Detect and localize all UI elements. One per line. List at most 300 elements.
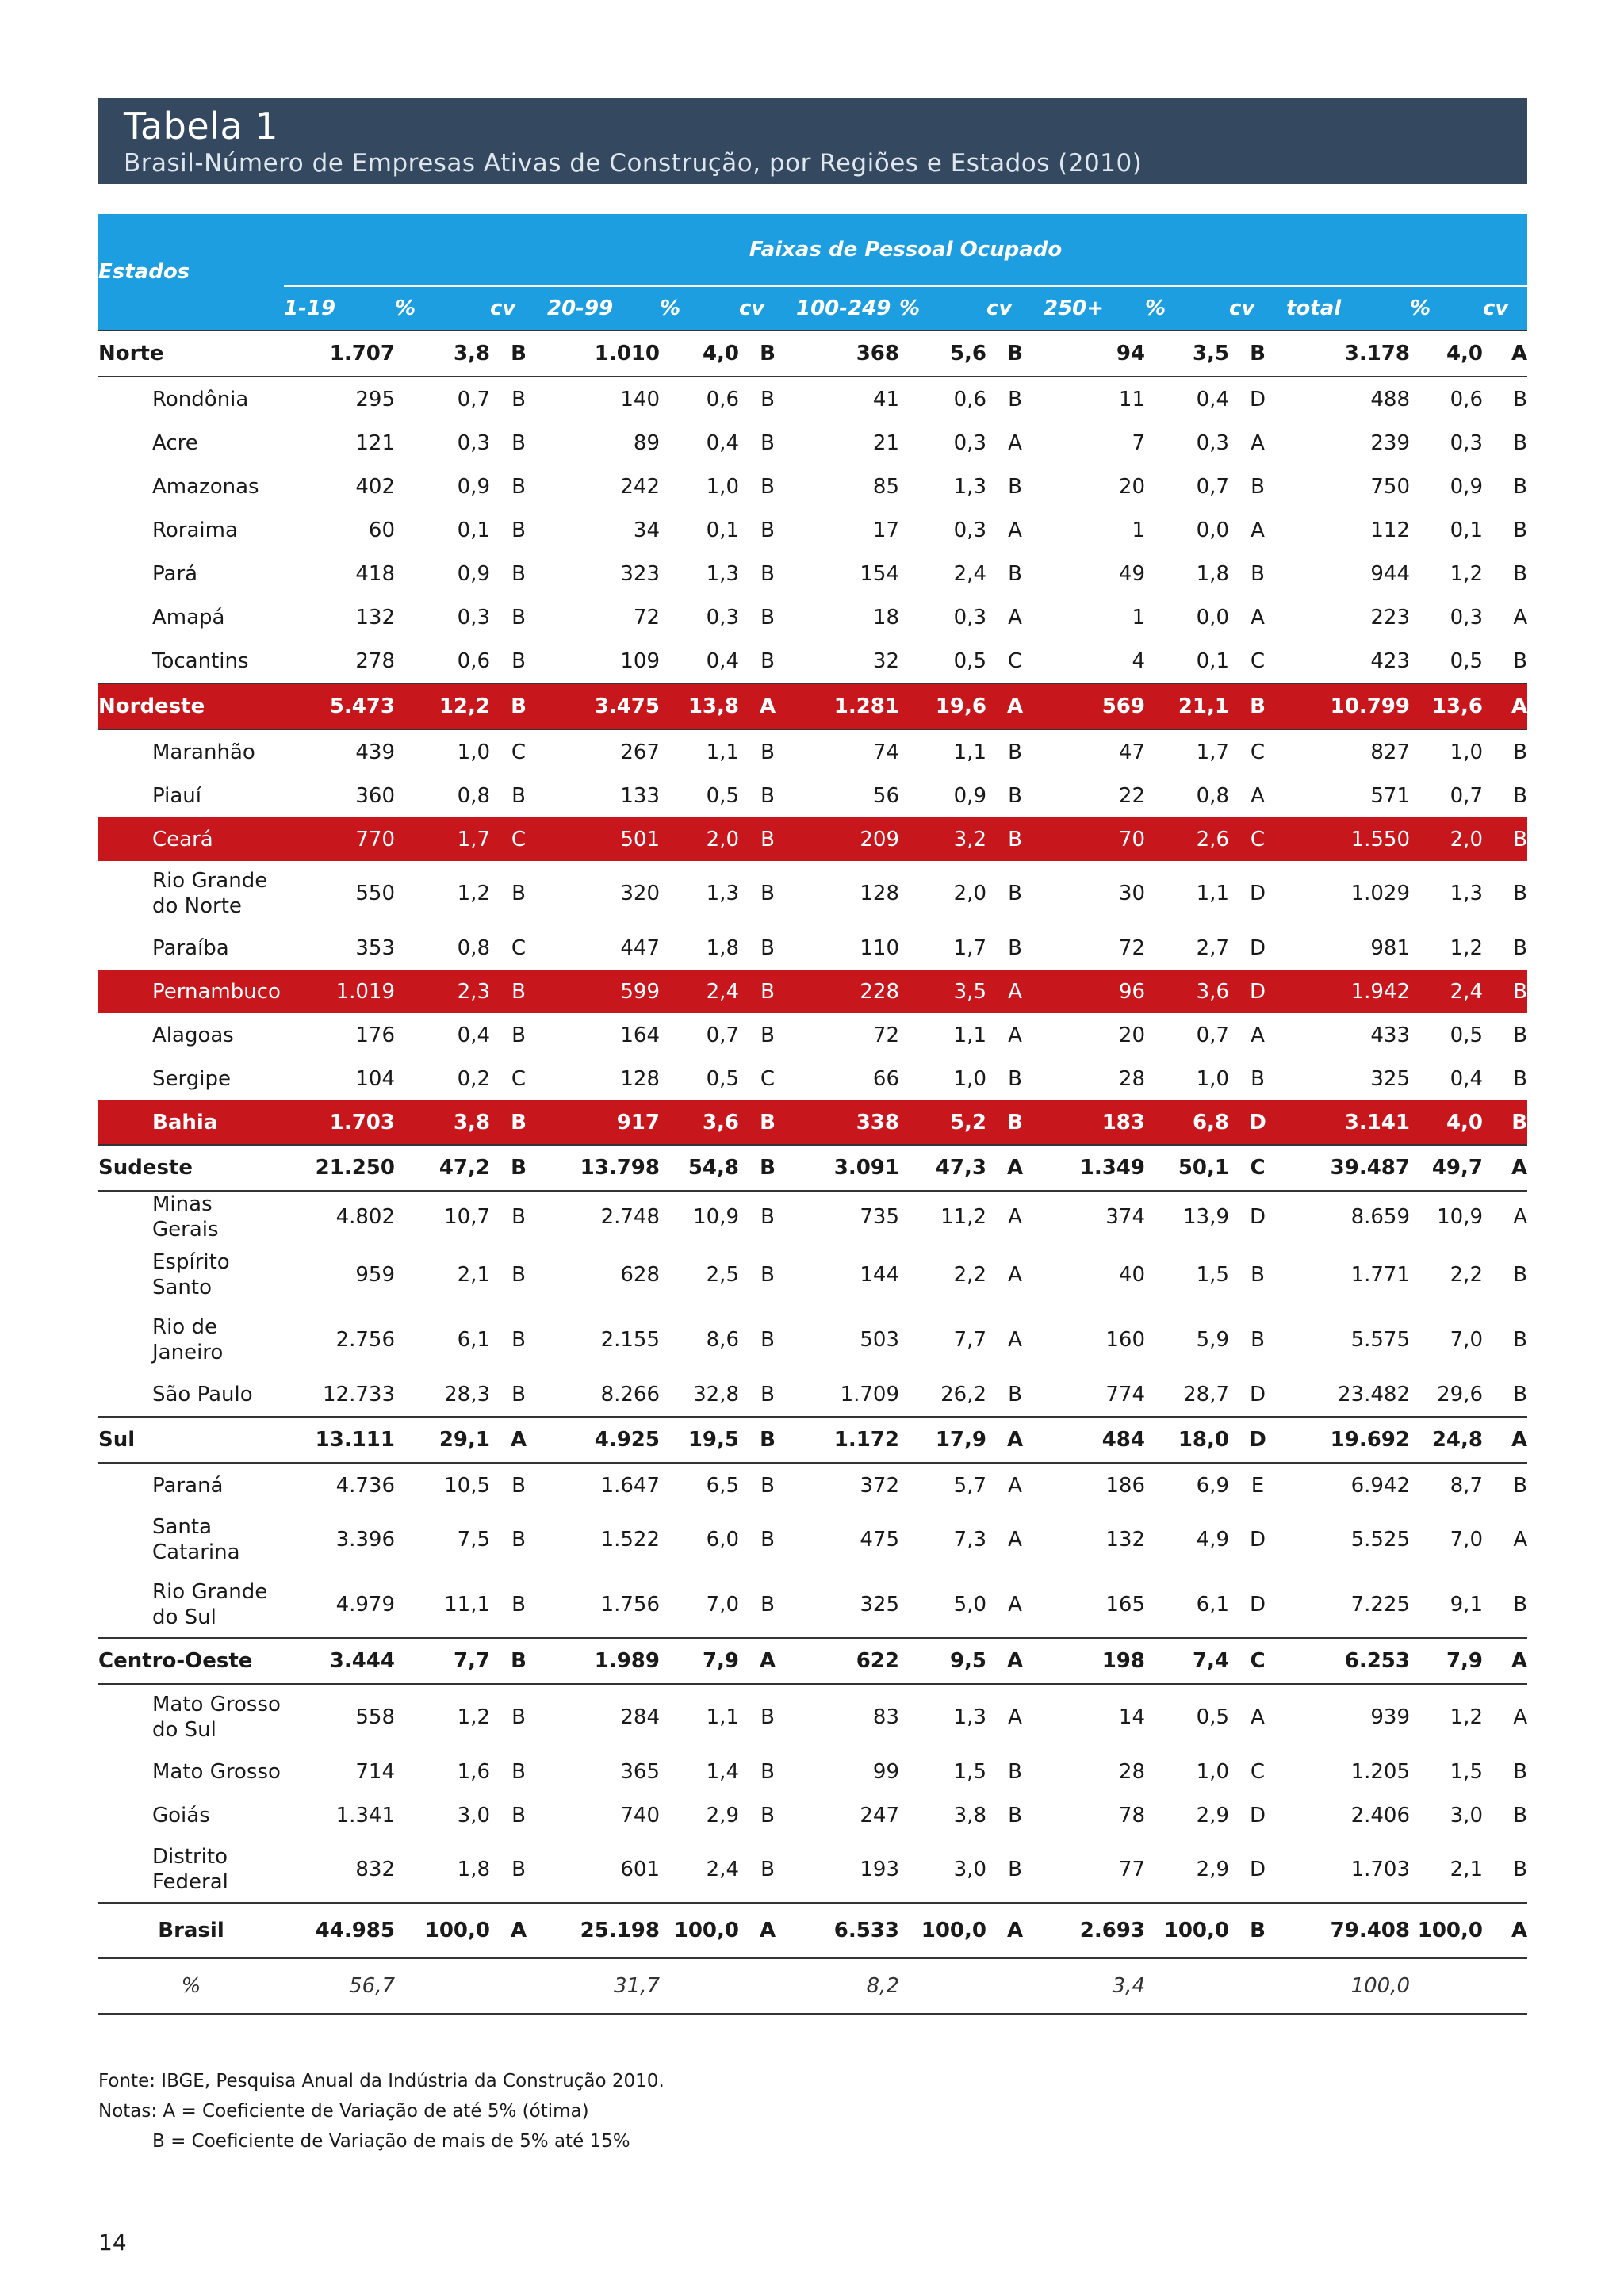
header-col: cv [1229, 286, 1286, 331]
value-cell: 198 [1044, 1638, 1145, 1684]
value-cell: 7,0 [1450, 1328, 1483, 1352]
cv-cell: B [490, 970, 547, 1013]
value-cell: 4,0 [660, 331, 739, 377]
cv-cell: A [1513, 1528, 1528, 1552]
note-a: Notas: A = Coeficiente de Variação de até 5% (ótima) [98, 2101, 589, 2122]
value-cell: 0,1 [1196, 649, 1229, 673]
value-cell: 1,3 [953, 1705, 986, 1729]
cv-cell: B [1513, 1263, 1528, 1287]
value-cell: 1,0 [1196, 1066, 1229, 1091]
row-label: Paraná [152, 1473, 224, 1498]
value-cell: 13.111 [284, 1417, 395, 1463]
value-cell: 0,6 [706, 387, 739, 411]
value-cell: 223 [1370, 605, 1410, 629]
cv-cell: B [760, 1205, 775, 1229]
value-cell [899, 1958, 986, 2014]
value-cell: 186 [1105, 1473, 1145, 1498]
value-cell: 176 [355, 1023, 395, 1047]
value-cell: 7,9 [1410, 1638, 1483, 1684]
cv-cell: B [511, 1858, 526, 1881]
cv-cell: B [739, 331, 796, 377]
cv-cell: D [1249, 1803, 1266, 1827]
value-cell: 29,6 [1437, 1382, 1483, 1406]
cv-cell: B [511, 1382, 526, 1406]
cv-cell: A [1008, 1263, 1022, 1287]
state-row [98, 465, 1527, 508]
cv-cell: D [1229, 1100, 1286, 1145]
value-cell: 374 [1105, 1205, 1145, 1229]
value-cell: 14 [1118, 1705, 1145, 1729]
value-cell: 6.942 [1350, 1473, 1410, 1498]
state-row [98, 1837, 1527, 1903]
value-cell: 2,5 [706, 1263, 739, 1287]
value-cell: 569 [1044, 683, 1145, 729]
value-cell: 10,9 [1437, 1205, 1483, 1229]
value-cell: 8,6 [706, 1328, 739, 1352]
value-cell: 12.733 [323, 1382, 395, 1406]
value-cell: 353 [355, 936, 395, 960]
value-cell: 740 [620, 1803, 660, 1827]
value-cell: 5.473 [284, 683, 395, 729]
cv-cell: B [760, 1263, 775, 1287]
cv-cell: B [1513, 1593, 1528, 1617]
value-cell: 140 [620, 387, 660, 411]
cv-cell: C [1229, 817, 1286, 861]
value-cell: 8.266 [600, 1382, 660, 1406]
value-cell: 89 [633, 430, 660, 455]
value-cell: 571 [1370, 783, 1410, 808]
value-cell: 72 [633, 605, 660, 629]
note-b: B = Coeficiente de Variação de mais de 5% até 15% [152, 2131, 630, 2152]
cv-cell: D [1229, 970, 1286, 1013]
value-cell: 164 [620, 1023, 660, 1047]
cv-cell: B [511, 1205, 526, 1229]
row-label: Bahia [98, 1100, 284, 1145]
value-cell: 6,1 [457, 1328, 490, 1352]
cv-cell: B [1513, 1066, 1528, 1091]
value-cell: 26,2 [940, 1382, 986, 1406]
value-cell: 1,7 [395, 817, 490, 861]
value-cell: 735 [860, 1205, 899, 1229]
cv-cell: B [511, 882, 526, 905]
value-cell: 56,7 [284, 1958, 395, 2014]
value-cell: 1.707 [284, 331, 395, 377]
value-cell: 447 [620, 936, 660, 960]
cv-cell: B [760, 1473, 775, 1498]
value-cell: 17 [872, 518, 899, 542]
cv-cell: A [1251, 1023, 1265, 1047]
value-cell: 110 [860, 936, 899, 960]
cv-cell: D [1249, 1858, 1266, 1881]
cv-cell: C [1250, 740, 1266, 764]
value-cell: 1,3 [706, 561, 739, 586]
value-cell: 944 [1370, 561, 1410, 586]
state-row [98, 639, 1527, 683]
value-cell: 3,0 [457, 1803, 490, 1827]
cv-cell: A [1008, 1473, 1022, 1498]
value-cell: 0,7 [1196, 474, 1229, 499]
value-cell: 183 [1044, 1100, 1145, 1145]
value-cell: 3,4 [1044, 1958, 1145, 2014]
value-cell [395, 1958, 490, 2014]
value-cell: 0,7 [1450, 783, 1483, 808]
cv-cell: B [511, 1803, 526, 1827]
cv-cell: A [986, 1145, 1044, 1191]
cv-cell: A [1513, 1205, 1528, 1229]
value-cell: 72 [1118, 936, 1145, 960]
cv-cell: B [760, 430, 775, 455]
value-cell: 160 [1105, 1328, 1145, 1352]
state-row [98, 1242, 1527, 1307]
value-cell: 154 [860, 561, 899, 586]
value-cell: 60 [368, 518, 395, 542]
cv-cell: A [1008, 1528, 1022, 1552]
value-cell: 1 [1132, 605, 1145, 629]
notes [98, 2066, 665, 2156]
cv-cell: B [1008, 783, 1022, 808]
cv-cell: C [1229, 1145, 1286, 1191]
row-label: Maranhão [152, 740, 255, 764]
row-label: Sudeste [98, 1145, 284, 1191]
cv-cell: A [986, 1638, 1044, 1684]
state-row [98, 1057, 1527, 1100]
row-label: Santa Catarina [152, 1515, 240, 1564]
value-cell: 1.341 [335, 1803, 395, 1827]
value-cell: 0,6 [1450, 387, 1483, 411]
value-cell: 770 [284, 817, 395, 861]
value-cell: 6,5 [706, 1473, 739, 1498]
state-row [98, 552, 1527, 595]
value-cell: 4,0 [1410, 1100, 1483, 1145]
cv-cell: B [1008, 1803, 1022, 1827]
value-cell: 21 [872, 430, 899, 455]
value-cell: 4.925 [547, 1417, 660, 1463]
cv-cell: B [760, 518, 775, 542]
cv-cell: C [760, 1066, 776, 1091]
value-cell: 1,8 [706, 936, 739, 960]
cv-cell: B [1008, 1382, 1022, 1406]
cv-cell: A [1483, 1638, 1527, 1684]
value-cell: 47,3 [899, 1145, 986, 1191]
cv-cell [1483, 1958, 1527, 2014]
state-row [98, 1507, 1527, 1572]
header-estados: Estados [98, 214, 284, 331]
value-cell: 20 [1118, 474, 1145, 499]
state-row [98, 926, 1527, 970]
cv-cell: A [1008, 1705, 1022, 1729]
cv-cell: B [739, 1417, 796, 1463]
cv-cell: B [490, 1100, 547, 1145]
value-cell: 239 [1370, 430, 1410, 455]
value-cell: 100,0 [1145, 1903, 1229, 1958]
value-cell: 2,2 [1450, 1263, 1483, 1287]
value-cell: 1,1 [953, 740, 986, 764]
cv-cell [739, 1958, 796, 2014]
value-cell [660, 1958, 739, 2014]
value-cell: 109 [620, 649, 660, 673]
value-cell: 1.550 [1286, 817, 1410, 861]
row-label: % [98, 1958, 284, 2014]
value-cell: 0,5 [1196, 1705, 1229, 1729]
cv-cell: B [1513, 1858, 1528, 1881]
state-row [98, 595, 1527, 639]
value-cell: 1,0 [706, 474, 739, 499]
cv-cell: B [1513, 1382, 1528, 1406]
value-cell: 23.482 [1338, 1382, 1410, 1406]
value-cell: 1.522 [600, 1528, 660, 1552]
cv-cell: B [511, 387, 526, 411]
value-cell: 1,0 [457, 740, 490, 764]
value-cell: 77 [1118, 1858, 1145, 1881]
value-cell: 5.525 [1350, 1528, 1410, 1552]
value-cell: 368 [796, 331, 899, 377]
value-cell: 128 [860, 882, 899, 905]
region-row [98, 331, 1527, 377]
cv-cell: C [1250, 649, 1266, 673]
row-label: Norte [98, 331, 284, 377]
value-cell: 10,9 [693, 1205, 739, 1229]
value-cell: 8,7 [1450, 1473, 1483, 1498]
cv-cell: B [760, 387, 775, 411]
row-label: Roraima [152, 518, 238, 542]
cv-cell: A [1008, 1023, 1022, 1047]
cv-cell: B [511, 783, 526, 808]
value-cell: 418 [355, 561, 395, 586]
value-cell: 0,3 [706, 605, 739, 629]
value-cell: 939 [1370, 1705, 1410, 1729]
cv-cell: B [1513, 649, 1528, 673]
value-cell: 1,0 [1450, 740, 1483, 764]
value-cell: 0,4 [706, 430, 739, 455]
value-cell [1145, 1958, 1229, 2014]
cv-cell: A [986, 1903, 1044, 1958]
row-label: Goiás [152, 1803, 210, 1827]
value-cell: 1,6 [457, 1759, 490, 1784]
value-cell: 6.533 [796, 1903, 899, 1958]
row-label: Alagoas [152, 1023, 234, 1047]
value-cell: 3.091 [796, 1145, 899, 1191]
state-row [98, 1191, 1527, 1242]
header-faixas: Faixas de Pessoal Ocupado [284, 214, 1527, 286]
value-cell: 50,1 [1145, 1145, 1229, 1191]
value-cell: 1,8 [1196, 561, 1229, 586]
header-col: % [660, 286, 739, 331]
header-col: cv [986, 286, 1044, 331]
cv-cell: B [511, 561, 526, 586]
value-cell: 100,0 [395, 1903, 490, 1958]
cv-cell: B [760, 1858, 775, 1881]
cv-cell: A [1483, 683, 1527, 729]
value-cell: 484 [1044, 1417, 1145, 1463]
value-cell: 8.659 [1350, 1205, 1410, 1229]
value-cell: 79.408 [1286, 1903, 1410, 1958]
cv-cell: B [1513, 561, 1528, 586]
cv-cell: B [1251, 474, 1265, 499]
value-cell: 13,8 [660, 683, 739, 729]
value-cell: 3.444 [284, 1638, 395, 1684]
header-col: cv [739, 286, 796, 331]
cv-cell: B [1008, 561, 1022, 586]
value-cell: 11 [1118, 387, 1145, 411]
value-cell: 0,5 [706, 1066, 739, 1091]
cv-cell: B [986, 331, 1044, 377]
value-cell: 2,1 [457, 1263, 490, 1287]
value-cell: 32,8 [693, 1382, 739, 1406]
cv-cell: B [1008, 936, 1022, 960]
value-cell: 0,6 [953, 387, 986, 411]
value-cell: 1,5 [953, 1759, 986, 1784]
cv-cell: B [760, 474, 775, 499]
region-row [98, 683, 1527, 729]
cv-cell: A [1483, 331, 1527, 377]
value-cell: 1,3 [1450, 882, 1483, 905]
value-cell: 2,9 [1196, 1858, 1229, 1881]
value-cell: 2,0 [1410, 817, 1483, 861]
value-cell: 49 [1118, 561, 1145, 586]
cv-cell: B [1483, 1100, 1527, 1145]
header-col: 20-99 [547, 286, 660, 331]
value-cell: 2.155 [600, 1328, 660, 1352]
value-cell: 832 [355, 1858, 395, 1881]
cv-cell: B [760, 1328, 775, 1352]
value-cell: 28,3 [444, 1382, 490, 1406]
header-col: 250+ [1044, 286, 1145, 331]
cv-cell: A [1008, 430, 1022, 455]
value-cell: 83 [872, 1705, 899, 1729]
cv-cell [490, 1958, 547, 2014]
value-cell: 1,8 [457, 1858, 490, 1881]
value-cell: 1,5 [1450, 1759, 1483, 1784]
value-cell: 0,9 [953, 783, 986, 808]
cv-cell: A [490, 1903, 547, 1958]
value-cell: 11,1 [444, 1593, 490, 1617]
row-label: Pernambuco [98, 970, 284, 1013]
cv-cell: B [986, 817, 1044, 861]
table-body [98, 331, 1527, 2014]
value-cell: 1,4 [706, 1759, 739, 1784]
row-label: Rio Grande do Norte [152, 869, 268, 918]
cv-cell: B [760, 1705, 775, 1729]
value-cell: 209 [796, 817, 899, 861]
value-cell: 3,5 [899, 970, 986, 1013]
value-cell: 193 [860, 1858, 899, 1881]
cv-cell: B [760, 1803, 775, 1827]
cv-cell: A [1008, 1593, 1022, 1617]
value-cell: 1,1 [1196, 882, 1229, 905]
value-cell: 25.198 [547, 1903, 660, 1958]
value-cell: 325 [1370, 1066, 1410, 1091]
value-cell: 1.989 [547, 1638, 660, 1684]
value-cell: 7,0 [706, 1593, 739, 1617]
value-cell: 100,0 [899, 1903, 986, 1958]
row-label: Mato Grosso [152, 1759, 281, 1784]
value-cell: 0,3 [1450, 605, 1483, 629]
cv-cell: B [511, 1528, 526, 1552]
value-cell: 488 [1370, 387, 1410, 411]
value-cell: 1,2 [1450, 936, 1483, 960]
value-cell: 1.349 [1044, 1145, 1145, 1191]
cv-cell: A [986, 970, 1044, 1013]
value-cell: 2.406 [1350, 1803, 1410, 1827]
cv-cell: A [739, 683, 796, 729]
cv-cell: B [739, 1100, 796, 1145]
cv-cell: B [511, 1759, 526, 1784]
title-banner [98, 98, 1527, 184]
value-cell: 628 [620, 1263, 660, 1287]
cv-cell: B [760, 740, 775, 764]
value-cell: 423 [1370, 649, 1410, 673]
cv-cell: A [1008, 1328, 1022, 1352]
cv-cell: C [1229, 1638, 1286, 1684]
value-cell: 1.942 [1286, 970, 1410, 1013]
row-label: Acre [152, 430, 198, 455]
value-cell: 0,5 [1450, 1023, 1483, 1047]
value-cell: 18 [872, 605, 899, 629]
cv-cell [986, 1958, 1044, 2014]
value-cell: 72 [872, 1023, 899, 1047]
cv-cell: A [1008, 605, 1022, 629]
state-row [98, 1463, 1527, 1507]
value-cell: 827 [1370, 740, 1410, 764]
cv-cell: B [760, 1593, 775, 1617]
value-cell: 1.281 [796, 683, 899, 729]
row-label: Amazonas [152, 474, 259, 499]
cv-cell: B [1513, 1473, 1528, 1498]
header-col: 100-249 [796, 286, 899, 331]
value-cell: 0,3 [953, 430, 986, 455]
state-row [98, 970, 1527, 1013]
header-columns [98, 286, 1527, 331]
value-cell: 267 [620, 740, 660, 764]
value-cell: 12,2 [395, 683, 490, 729]
cv-cell: B [1008, 1858, 1022, 1881]
page-number: 14 [98, 2229, 127, 2256]
region-row [98, 1417, 1527, 1463]
value-cell: 2,3 [395, 970, 490, 1013]
value-cell: 5,6 [899, 331, 986, 377]
value-cell: 144 [860, 1263, 899, 1287]
row-label: Tocantins [152, 649, 249, 673]
value-cell: 40 [1118, 1263, 1145, 1287]
cv-cell: B [511, 430, 526, 455]
value-cell: 31,7 [547, 1958, 660, 2014]
cv-cell: B [760, 936, 775, 960]
cv-cell: B [986, 1100, 1044, 1145]
value-cell: 10,5 [444, 1473, 490, 1498]
value-cell: 0,1 [1450, 518, 1483, 542]
value-cell: 1,1 [706, 740, 739, 764]
value-cell: 41 [872, 387, 899, 411]
row-label: Espírito Santo [152, 1250, 230, 1299]
value-cell: 4,9 [1196, 1528, 1229, 1552]
header-col: cv [490, 286, 547, 331]
cv-cell: B [1513, 783, 1528, 808]
value-cell: 21.250 [284, 1145, 395, 1191]
cv-cell: D [1249, 1593, 1266, 1617]
value-cell: 0,0 [1196, 605, 1229, 629]
value-cell: 3,0 [953, 1858, 986, 1881]
value-cell: 78 [1118, 1803, 1145, 1827]
cv-cell: A [1513, 1705, 1528, 1729]
value-cell: 503 [860, 1328, 899, 1352]
value-cell: 0,1 [706, 518, 739, 542]
state-row [98, 1013, 1527, 1057]
cv-cell: B [1251, 1328, 1265, 1352]
value-cell: 100,0 [660, 1903, 739, 1958]
value-cell: 3,8 [395, 331, 490, 377]
cv-cell: B [490, 1145, 547, 1191]
cv-cell: B [760, 1382, 775, 1406]
